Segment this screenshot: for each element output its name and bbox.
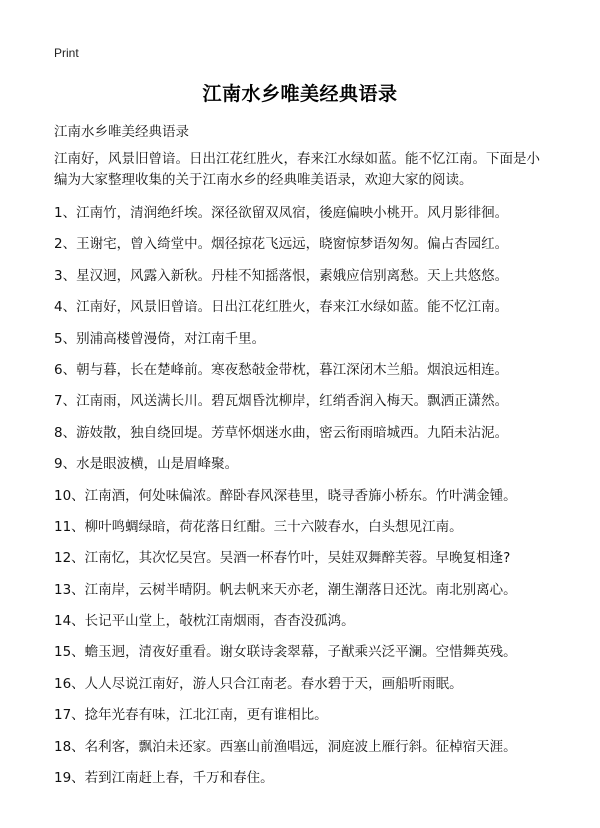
quote-item: 9、水是眼波横，山是眉峰聚。 [54,456,239,473]
quote-item: 12、江南忆，其次忆吴宫。吴酒一杯春竹叶，吴娃双舞醉芙蓉。早晚复相逢? [54,550,511,567]
quote-item: 4、江南好，风景旧曾谙。日出江花红胜火，春来江水绿如蓝。能不忆江南。 [54,299,509,316]
quote-item: 16、人人尽说江南好，游人只合江南老。春水碧于天，画船听雨眠。 [54,675,463,692]
quote-item: 14、长记平山堂上，敧枕江南烟雨，杳杳没孤鸿。 [54,613,355,630]
document-subtitle: 江南水乡唯美经典语录 [54,124,189,140]
quote-item: 10、江南酒，何处味偏浓。醉卧春风深巷里，晓寻香旆小桥东。竹叶满金锺。 [54,487,517,504]
quote-item: 19、若到江南赶上春，千万和春住。 [54,770,274,787]
document-title: 江南水乡唯美经典语录 [202,83,398,105]
quote-item: 6、朝与暮，长在楚峰前。寒夜愁敧金带枕，暮江深闭木兰船。烟浪远相连。 [54,361,509,378]
quote-item: 18、名利客，飘泊未还家。西塞山前渔唱远，洞庭波上雁行斜。征棹宿天涯。 [54,738,517,755]
quote-item: 11、柳叶鸣蜩绿暗，荷花落日红酣。三十六陂春水，白头想见江南。 [54,518,463,535]
quote-item: 13、江南岸，云树半晴阴。帆去帆来天亦老，潮生潮落日还沈。南北别离心。 [54,581,517,598]
quote-item: 2、王谢宅，曾入绮堂中。烟径掠花飞远远，晓窗惊梦语匆匆。偏占杏园红。 [54,236,509,253]
quote-item: 7、江南雨，风送满长川。碧瓦烟昏沈柳岸，红绡香润入梅天。飘洒正潇然。 [54,393,509,410]
print-label: Print [54,46,79,60]
quote-item: 3、星汉迥，风露入新秋。丹桂不知摇落恨，素娥应信别离愁。天上共悠悠。 [54,267,509,284]
intro-paragraph: 江南好，风景旧曾谙。日出江花红胜火，春来江水绿如蓝。能不忆江南。下面是小编为大家整理收集的关于江南水乡的经典唯美语录，欢迎大家的阅读。 [54,151,540,188]
quote-list [54,198,564,794]
quote-item: 5、别浦高楼曾漫倚，对江南千里。 [54,330,266,347]
quote-item: 8、游妓散，独自绕回堤。芳草怀烟迷水曲，密云衔雨暗城西。九陌未沾泥。 [54,424,509,441]
quote-item: 15、蟾玉迥，清夜好重看。谢女联诗衾翠幕，子猷乘兴泛平澜。空惜舞英残。 [54,644,517,661]
quote-item: 17、捻年光春有味，江北江南，更有谁相比。 [54,707,328,724]
quote-item: 1、江南竹，清润绝纤埃。深径欲留双凤宿，後庭偏映小桃开。风月影徘徊。 [54,205,509,221]
